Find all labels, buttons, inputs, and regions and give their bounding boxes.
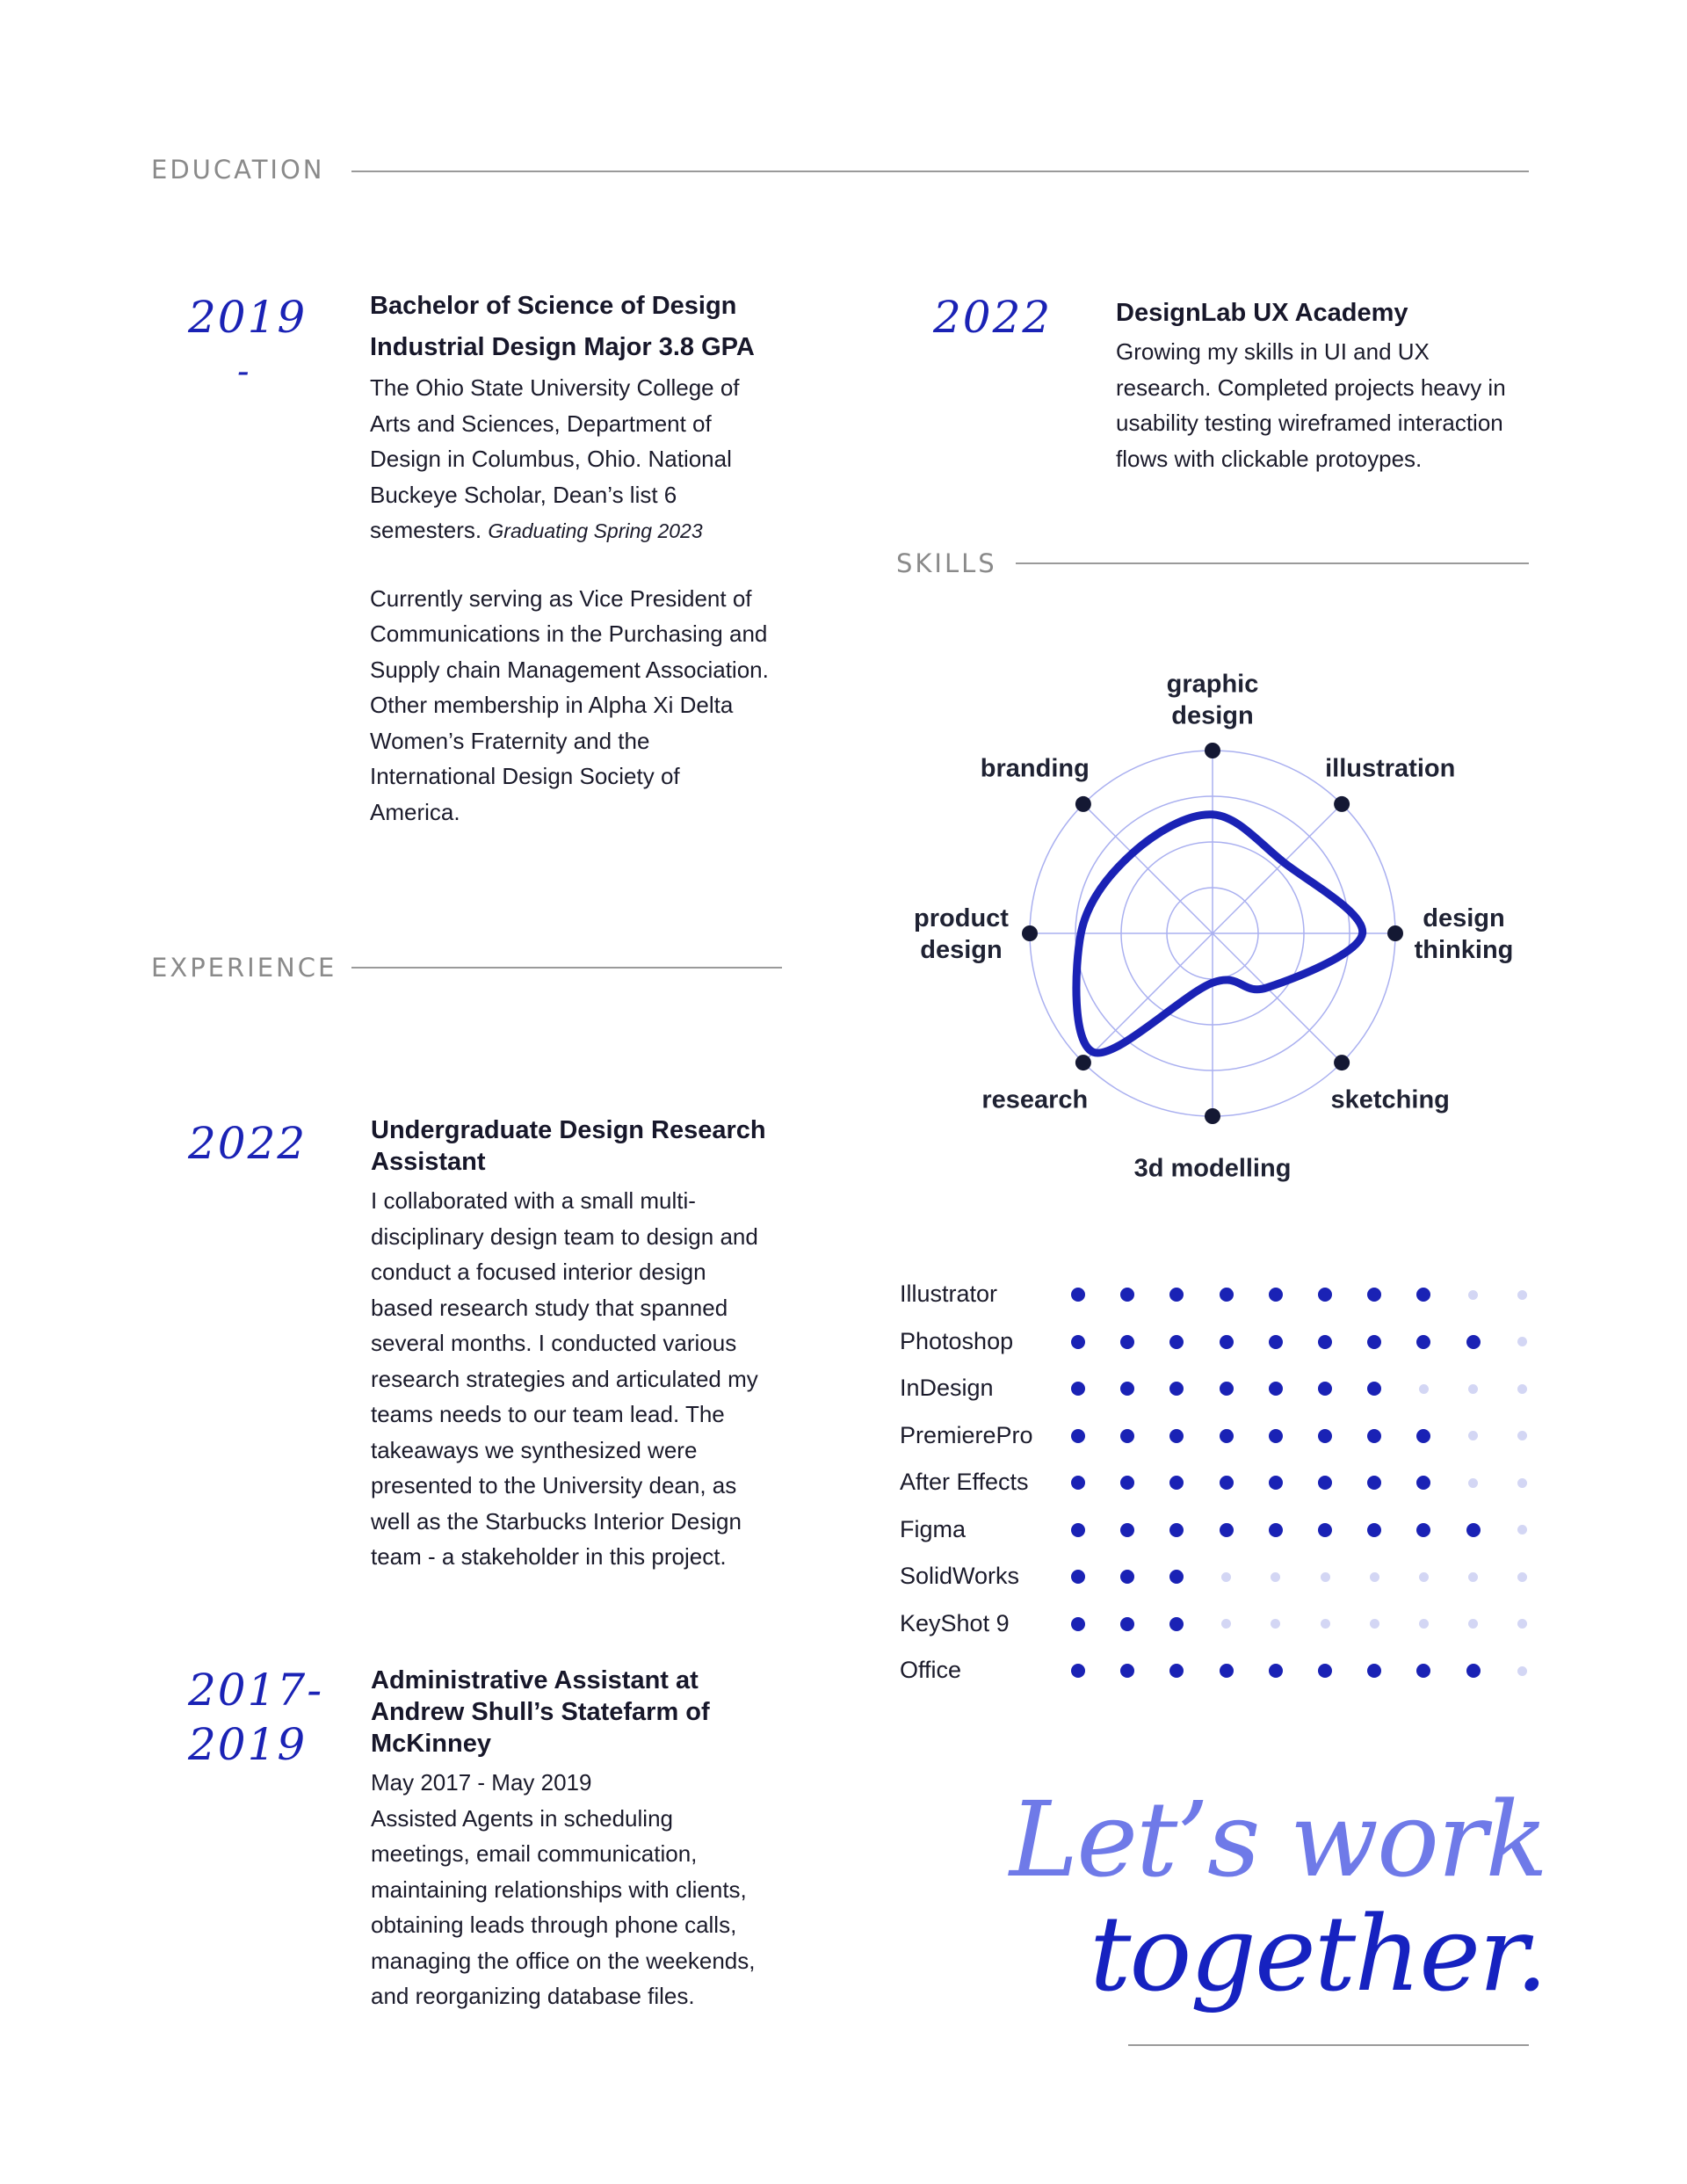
proficiency-dot-filled [1071,1382,1085,1396]
proficiency-dot-filled [1220,1664,1234,1678]
proficiency-dot-filled [1269,1288,1283,1302]
degree-description [370,370,827,549]
radar-axis-label [981,755,1090,783]
proficiency-dot-filled [1220,1523,1234,1537]
cta-heading [931,1779,1546,2014]
research-desc-line: teams needs to our team lead. The [371,1401,725,1427]
proficiency-dot-filled [1367,1288,1381,1302]
proficiency-dot-empty [1321,1619,1330,1629]
education-divider [351,171,1529,172]
software-name: Photoshop [900,1327,1014,1354]
proficiency-dot-filled [1416,1288,1430,1302]
radar-axis-label-line: graphic [1166,670,1259,699]
designlab-description [1116,334,1538,476]
software-name: Office [900,1657,962,1683]
proficiency-dot-filled [1120,1382,1134,1396]
proficiency-dot-filled [1169,1664,1184,1678]
research-assistant-title-line: Undergraduate Design Research [371,1116,766,1144]
proficiency-dot-filled [1318,1288,1332,1302]
proficiency-dot-filled [1416,1335,1430,1349]
skills-divider [1016,562,1529,564]
radar-axis-label [981,1085,1088,1114]
proficiency-dot-filled [1269,1664,1283,1678]
proficiency-dot-filled [1318,1664,1332,1678]
proficiency-dot-filled [1071,1523,1085,1537]
proficiency-dot-empty [1221,1619,1231,1629]
proficiency-dot-filled [1220,1382,1234,1396]
proficiency-dot-filled [1466,1335,1481,1349]
proficiency-dot-filled [1071,1429,1085,1443]
radar-axis-label [914,904,1009,964]
membership-desc-line: Women’s Fraternity and the [370,727,650,754]
proficiency-dot-empty [1271,1619,1280,1629]
proficiency-dot-filled [1367,1476,1381,1490]
proficiency-dot-filled [1169,1523,1184,1537]
radar-node [1205,1108,1220,1124]
research-assistant-description [371,1183,810,1575]
degree-desc-line: Buckeye Scholar, Dean’s list 6 [370,481,677,508]
proficiency-dot-filled [1169,1288,1184,1302]
proficiency-dot-filled [1466,1664,1481,1678]
software-name: SolidWorks [900,1563,1020,1589]
degree-desc-line: Arts and Sciences, Department of [370,410,712,437]
designlab-desc-line: Growing my skills in UI and UX [1116,338,1430,365]
membership-desc-line: Other membership in Alpha Xi Delta [370,692,734,718]
radar-axis-label-line: design [1171,701,1254,730]
proficiency-dot-filled [1367,1429,1381,1443]
radar-axis-label-line: design [1423,904,1505,932]
radar-spoke [1083,804,1213,933]
research-desc-line: takeaways we synthesized were [371,1436,698,1463]
software-row [900,1513,1541,1545]
proficiency-dot-filled [1120,1335,1134,1349]
cta-line-1: Let’s work [1009,1779,1546,1900]
skills-radar-chart [879,650,1546,1195]
education-year-dash: - [237,352,251,392]
software-name: After Effects [900,1469,1029,1495]
experience-item-administrative-assistant [371,1665,810,2014]
experience-heading: EXPERIENCE [151,953,337,983]
admin-desc-line: maintaining relationships with clients, [371,1876,747,1903]
experience-year-line: 2017- [188,1665,324,1716]
software-row [900,1560,1541,1592]
radar-axis-label-line: illustration [1325,754,1456,783]
proficiency-dot-filled [1071,1476,1085,1490]
proficiency-dot-empty [1221,1572,1231,1582]
proficiency-dot-filled [1071,1288,1085,1302]
proficiency-dot-filled [1220,1335,1234,1349]
software-row [900,1466,1541,1498]
software-name: KeyShot 9 [900,1609,1010,1636]
degree-desc-line: The Ohio State University College of [370,374,740,401]
graduation-note: Graduating Spring 2023 [488,519,703,542]
proficiency-dot-filled [1120,1476,1134,1490]
radar-axis-label-line: research [981,1085,1089,1114]
proficiency-dot-empty [1468,1431,1478,1440]
skills-heading: SKILLS [896,548,997,578]
admin-desc-line: managing the office on the weekends, [371,1947,756,1974]
proficiency-dot-empty [1517,1384,1527,1394]
proficiency-dot-empty [1321,1572,1330,1582]
software-row [900,1654,1541,1686]
membership-desc-line: America. [370,798,460,825]
radar-axis-label-line: product [914,904,1009,932]
software-row [900,1278,1541,1310]
admin-title-line: Administrative Assistant at [371,1666,699,1694]
education-heading: EDUCATION [151,155,325,185]
designlab-desc-line: flows with clickable protoypes. [1116,445,1423,472]
proficiency-dot-filled [1071,1335,1085,1349]
radar-axis-label-line: branding [980,754,1090,783]
proficiency-dot-filled [1220,1288,1234,1302]
proficiency-dot-filled [1169,1570,1184,1584]
admin-assistant-description [371,1765,810,2014]
experience-year-2022: 2022 [188,1118,308,1169]
proficiency-dot-empty [1468,1572,1478,1582]
proficiency-dot-filled [1416,1523,1430,1537]
education-year-2022: 2022 [933,292,1053,343]
proficiency-dot-filled [1071,1570,1085,1584]
proficiency-dot-empty [1517,1478,1527,1488]
radar-axis-label-line: sketching [1330,1085,1450,1114]
proficiency-dot-empty [1517,1572,1527,1582]
proficiency-dot-filled [1220,1476,1234,1490]
software-row [900,1419,1541,1451]
admin-assistant-title [371,1665,810,1760]
proficiency-dot-filled [1269,1523,1283,1537]
radar-axis-label [1134,1155,1292,1183]
software-name: Illustrator [900,1281,998,1307]
proficiency-dot-filled [1367,1664,1381,1678]
degree-major: Industrial Design Major 3.8 GPA [370,333,755,361]
proficiency-dot-empty [1419,1619,1429,1629]
proficiency-dot-filled [1220,1429,1234,1443]
proficiency-dot-empty [1370,1619,1379,1629]
proficiency-dot-empty [1517,1666,1527,1676]
proficiency-dot-filled [1120,1288,1134,1302]
experience-divider [351,967,782,969]
proficiency-dot-empty [1517,1619,1527,1629]
software-row [900,1372,1541,1404]
proficiency-dot-filled [1269,1429,1283,1443]
proficiency-dot-empty [1370,1572,1379,1582]
proficiency-dot-filled [1169,1335,1184,1349]
software-name: InDesign [900,1375,994,1401]
proficiency-dot-filled [1120,1664,1134,1678]
membership-description [370,581,827,831]
education-item-bachelor [370,286,827,830]
radar-node [1075,1055,1091,1070]
degree-desc-line [370,512,827,549]
proficiency-dot-filled [1318,1429,1332,1443]
proficiency-dot-empty [1419,1572,1429,1582]
proficiency-dot-filled [1318,1523,1332,1537]
proficiency-dot-filled [1071,1664,1085,1678]
membership-desc-line: Supply chain Management Association. [370,656,769,683]
proficiency-dot-empty [1271,1572,1280,1582]
research-desc-line: I collaborated with a small multi- [371,1187,696,1214]
proficiency-dot-filled [1416,1429,1430,1443]
admin-desc-line: meetings, email communication, [371,1840,698,1867]
radar-spoke [1213,933,1342,1063]
research-desc-line: presented to the University dean, as [371,1472,737,1498]
education-item-designlab [1116,295,1538,476]
proficiency-dot-filled [1318,1476,1332,1490]
proficiency-dot-empty [1468,1619,1478,1629]
proficiency-dot-filled [1318,1382,1332,1396]
proficiency-dot-filled [1367,1382,1381,1396]
radar-axis-label [1331,1085,1450,1114]
admin-title-line: Andrew Shull’s Statefarm of [371,1698,710,1726]
proficiency-dot-empty [1517,1337,1527,1346]
designlab-title: DesignLab UX Academy [1116,299,1408,327]
proficiency-dot-empty [1468,1290,1478,1300]
research-desc-line: well as the Starbucks Interior Design [371,1507,742,1535]
radar-node [1205,743,1220,758]
software-row [900,1325,1541,1357]
proficiency-dot-filled [1169,1617,1184,1631]
proficiency-dot-filled [1120,1429,1134,1443]
research-assistant-title-line: Assistant [371,1148,486,1176]
research-desc-line: several months. I conducted various [371,1330,737,1356]
cta-divider [1128,2044,1529,2046]
cta-line-2: together. [1089,1893,1546,2014]
proficiency-dot-empty [1468,1384,1478,1394]
proficiency-dot-filled [1120,1617,1134,1631]
admin-title-line: McKinney [371,1730,491,1758]
experience-item-research-assistant [371,1114,810,1575]
admin-desc-line: Assisted Agents in scheduling [371,1804,673,1832]
membership-desc-line: Currently serving as Vice President of [370,584,752,612]
radar-node [1022,925,1038,941]
experience-year-2017-2019 [188,1663,323,1772]
proficiency-dot-filled [1071,1617,1085,1631]
radar-axis-label [1325,755,1455,783]
proficiency-dot-filled [1269,1382,1283,1396]
proficiency-dot-empty [1419,1384,1429,1394]
software-row [900,1607,1541,1639]
radar-node [1075,796,1091,812]
membership-desc-line: Communications in the Purchasing and [370,620,768,647]
radar-axis-label-line: design [920,936,1003,964]
proficiency-dot-filled [1269,1476,1283,1490]
degree-desc-line: Design in Columbus, Ohio. National [370,446,732,472]
designlab-desc-line: usability testing wireframed interaction [1116,410,1503,436]
software-name: PremierePro [900,1421,1033,1448]
designlab-desc-line: research. Completed projects heavy in [1116,374,1506,401]
research-desc-line: conduct a focused interior design [371,1259,706,1285]
proficiency-dot-empty [1517,1525,1527,1535]
research-desc-line: team - a stakeholder in this project. [371,1543,727,1570]
radar-axis-label [1167,671,1259,730]
radar-node [1334,1055,1350,1070]
research-assistant-title [371,1114,810,1178]
proficiency-dot-filled [1367,1335,1381,1349]
research-desc-line: research strategies and articulated my [371,1365,758,1392]
proficiency-dot-filled [1269,1335,1283,1349]
degree-title: Bachelor of Science of Design [370,292,737,320]
proficiency-dot-filled [1367,1523,1381,1537]
proficiency-dot-filled [1120,1570,1134,1584]
proficiency-dot-filled [1169,1429,1184,1443]
proficiency-dot-filled [1120,1523,1134,1537]
radar-node [1387,925,1403,941]
radar-axis-label-line: 3d modelling [1133,1154,1292,1183]
experience-year-line: 2019 [188,1719,308,1770]
proficiency-dot-empty [1517,1431,1527,1440]
membership-desc-line: International Design Society of [370,763,680,789]
degree-desc-text: semesters. [370,517,482,543]
radar-node [1334,796,1350,812]
research-desc-line: disciplinary design team to design and [371,1223,758,1250]
proficiency-dot-empty [1468,1478,1478,1488]
proficiency-dot-empty [1517,1290,1527,1300]
proficiency-dot-filled [1169,1382,1184,1396]
proficiency-dot-filled [1169,1476,1184,1490]
proficiency-dot-filled [1416,1664,1430,1678]
admin-desc-line: and reorganizing database files. [371,1983,695,2009]
proficiency-dot-filled [1466,1523,1481,1537]
software-name: Figma [900,1515,967,1542]
radar-axis-label-line: thinking [1414,936,1514,964]
education-year-2019: 2019 [188,292,308,343]
radar-axis-label [1415,904,1514,964]
research-desc-line: based research study that spanned [371,1294,728,1321]
admin-desc-line: obtaining leads through phone calls, [371,1912,737,1938]
proficiency-dot-filled [1318,1335,1332,1349]
proficiency-dot-filled [1416,1476,1430,1490]
admin-dates: May 2017 - May 2019 [371,1769,592,1796]
